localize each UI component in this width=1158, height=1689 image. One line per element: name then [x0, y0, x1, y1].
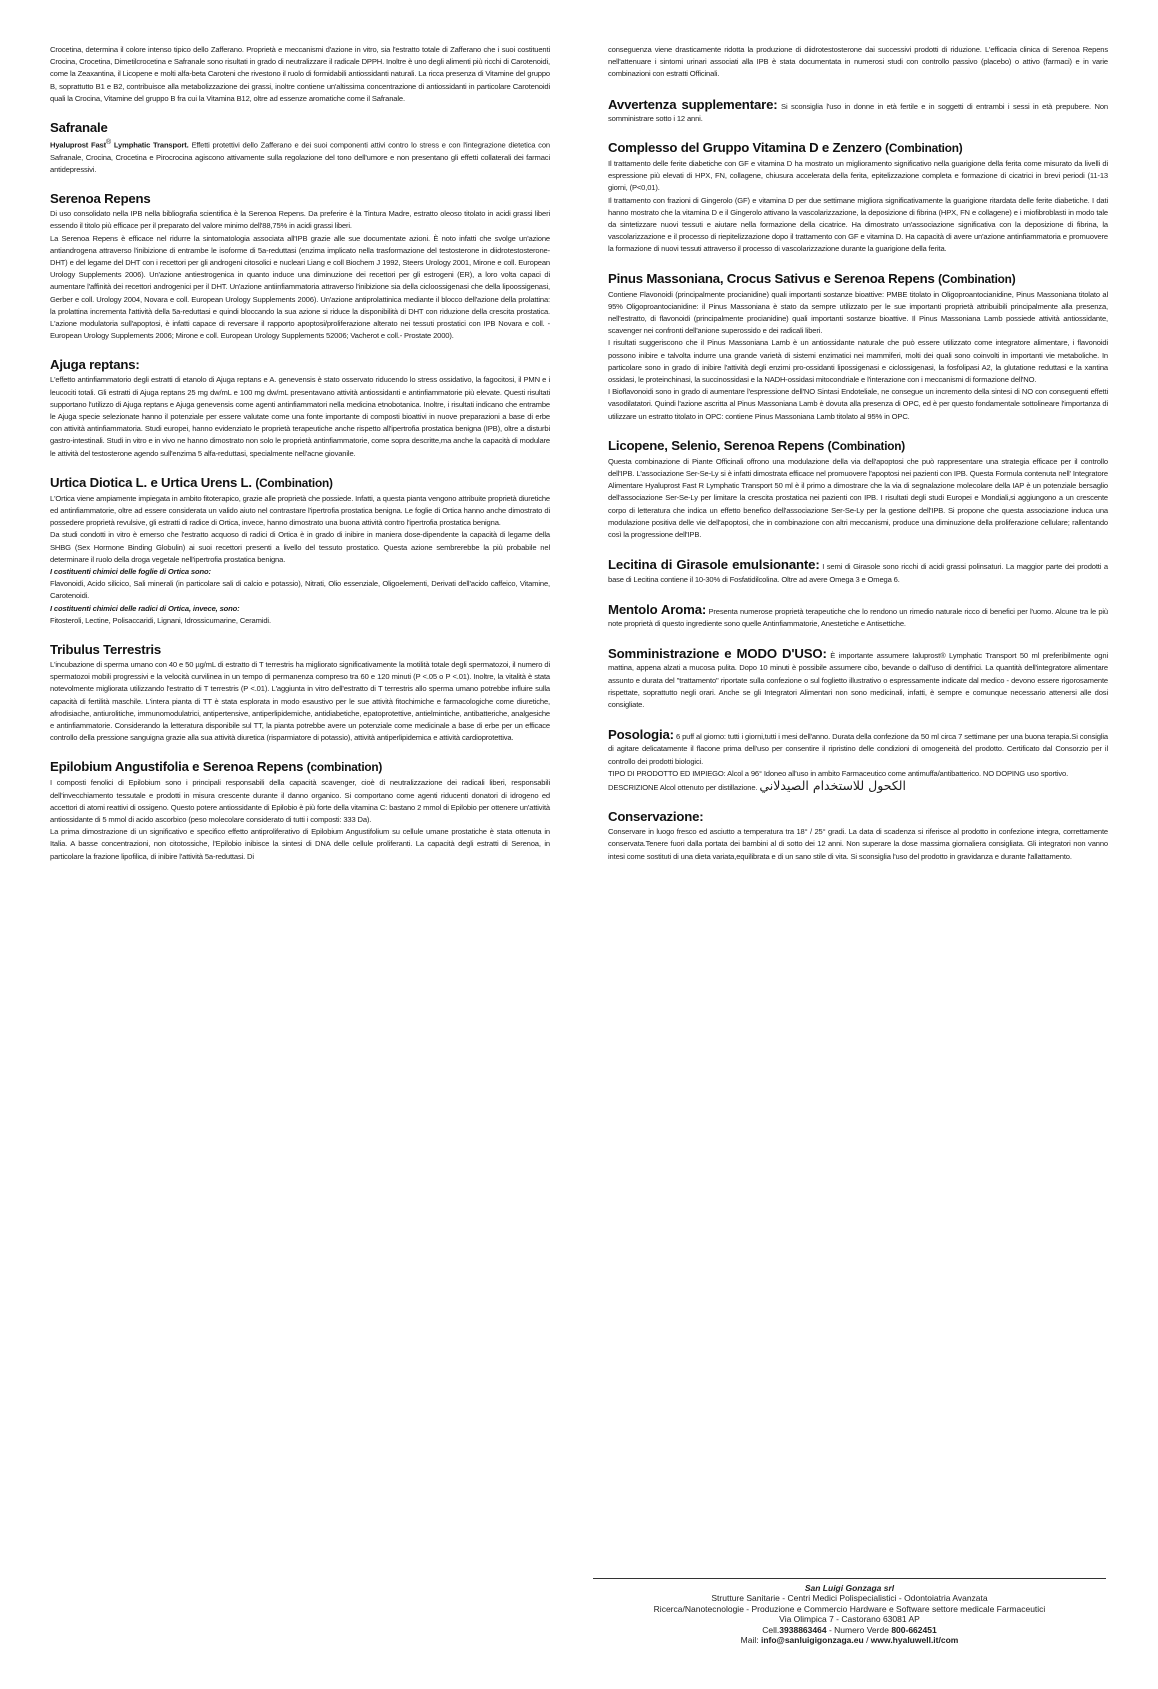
separator: /	[863, 1635, 871, 1646]
intro-paragraph: conseguenza viene drasticamente ridotta la produzione di diidrotestosterone dai successivi prodotti di riduzione. L'efficacia clinica di Serenoa Repens nell'attenuare i sintomi urinari associati alla IPB è stata documentata in numerosi studi con controllo passivo (placebo) o attivo (farmaci) e in varie combinazioni con estratti Officinali.	[608, 45, 1108, 79]
product-name: Hyaluprost Fast	[50, 140, 106, 150]
left-column	[50, 44, 550, 1684]
paragraph: Il trattamento con frazioni di Gingerolo (GF) e vitamina D per due settimane migliora significativamente la guarigione ritardata delle ferite diabetiche. I dati hanno mostrato che la vitamina D e il Gingerolo attivano la vascolarizzazione, la deposizione di fibrina (HPX, FN e collagene) e i miofibroblasti in modo tale da sintetizzare nuovi tessuti e aiutare nella formazione della cicatrice. Ha dimostrato un'associazione significativa con la deposizione di fibrina, la vascolarizzazione e il processo di riepitelizzazione dopo il trattamento con GF e vitamina D. Ha capacità di avere un'azione antinfiammatoria e promuovere la formazione di nuovi tessuti attraverso il processo di vascolarizzazione durante la guarigione della ferita.	[608, 195, 1108, 254]
toll-free-number: 800-662451	[891, 1624, 937, 1635]
leaves-constituents-label: I costituenti chimici delle foglie di Ortica sono:	[50, 567, 211, 577]
section-licopene	[608, 437, 1108, 541]
section-title: Tribulus Terrestris	[50, 642, 162, 658]
section-body: Effetti protettivi dello Zafferano e dei suoi componenti attivi contro lo stress e con l'integrazione dietetica con Safranale, Crocina, Crocetina e Pirocrocina agiscono attivamente sulla regolazione del tono dell'umore e non presentano gli effetti collaterali dei farmaci antidepressivi.	[50, 140, 550, 174]
paragraph: L'Ortica viene ampiamente impiegata in ambito fitoterapico, grazie alle proprietà che possiede. Infatti, a questa pianta vengono attribuite proprietà diuretiche ed antinfiammatorie, oltre ad essere considerata un valido aiuto nel contrastare l'ipertrofia prostatica benigna. Le foglie di Ortica hanno anche dimostrato di possedere proprietà revulsive, gli estratti di radice di Ortica, invece, hanno dimostrato una buona attività contro l'ipertrofia prostatica benigna.	[50, 493, 550, 528]
section-pinus	[608, 270, 1108, 423]
paragraph	[608, 601, 1109, 630]
section-title: Ajuga reptans:	[50, 357, 140, 373]
paragraph: Il trattamento delle ferite diabetiche con GF e vitamina D ha mostrato un miglioramento significativo nella guarigione della ferita come misurato da livelli di espressione più elevati di HPX, FN, collagene, chiusura accelerata della ferita, epitelizzazione completa e formazione di cicatrici in brevi periodi (11-13 giorni, (P<0,01).	[608, 159, 1108, 193]
section-title	[608, 437, 1108, 455]
section-title	[608, 270, 1108, 288]
section-ajuga	[50, 356, 550, 459]
section-mentolo	[608, 601, 1109, 630]
section-tribulus	[50, 641, 550, 744]
intro-paragraph: Crocetina, determina il colore intenso tipico dello Zafferano. Proprietà e meccanismi d'azione in vitro, sia l'estratto totale di Zafferano che i suoi costituenti Crocina, Crocetina, Dimetilcrocetina e Safranale sono risultati in grado di neutralizzare il radicale DPPH. Inoltre è uno degli alimenti più ricchi di Carotenoidi, come la Zeaxantina, il Licopene e molti alfa-beta Caroteni che rivestono il ruolo di formidabili antiossidanti naturali. La ricca presenza di Vitamine del gruppo B, soprattutto B1 e B2, contribuisce alla metabolizzazione dei grassi, inoltre contiene un'altissima concentrazione di antiossidanti in particolare Carotenoidi quali la Crocina, Vitamine del gruppo B fra cui la Vitamina B12, oltre ad essenze aromatiche come il Safranale.	[50, 45, 550, 103]
paragraph	[608, 648, 1108, 711]
footer-address: Via Olimpica 7 - Castorano 63081 AP	[779, 1614, 920, 1625]
product-name-suffix: Lymphatic Transport.	[111, 140, 189, 150]
section-title	[50, 758, 550, 776]
registered-mark: ®	[106, 139, 112, 147]
section-body: 6 puff al giorno: tutti i giorni,tutti i mesi dell'anno. Durata della confezione da 50 ml circa 7 settimane per una buona terapia.Si consiglia di agitare delicatamente il flacone prima dell'uso per consentire il ripristino delle condizioni di omogeneità del prodotto. Certificato dal Consorzio per il controllo dei prodotti biologici.	[608, 732, 1108, 766]
paragraph: L'effetto antinfiammatorio degli estratti di etanolo di Ajuga reptans e A. genevensis è stato osservato riducendo lo stress ossidativo, la fagocitosi, il PMN e i leucociti totali. Gli estratti di Ajuga reptans 25 mg dw/mL e 100 mg dw/mL presentavano attività antiossidanti e antinfiammatorie più elevate. Questi risultati supportano l'utilizzo di Ajuga reptans e Ajuga genevensis come agenti antinfiammatori nella medicina etnobotanica. Inoltre, i risultati indicano che entrambe le Ajuga specie selezionate hanno il potenziale per essere valutate come una fonte importante di composti bioattivi in nuove preparazioni a base di erbe con attività antinfiammatoria. Studi europei, hanno evidenziato le proprietà terapeutiche anche rispetto all'ipertrofia prostatica benigna (IPB), oltre a disturbi gastro-intestinali. Studi in vitro e in vivo ne hanno dimostrato non solo le proprietà antinfiammatorie, come sopra descritte,ma anche la capacità di modulare le attività del testosterone agendo sull'enzima 5 alfa-reduttasi, specialmente nell'acne giovanile.	[50, 375, 550, 458]
roots-constituents: Fitosteroli, Lectine, Polisaccaridi, Lignani, Idrossicumarine, Ceramidi.	[50, 615, 271, 625]
section-serenoa	[50, 190, 550, 342]
section-posologia	[608, 729, 1108, 794]
paragraph: L'incubazione di sperma umano con 40 e 50 µg/mL di estratto di T terrestris ha migliorato significativamente la motilità totale degli spermatozoi, il numero di spermatozoi mobili progressivi e la velocità curvilinea in un tempo di permanenza compreso tra 60 e 120 minuti (P <.05 o P <.01). Inoltre, la vitalità è stata notevolmente migliorata utilizzando l'estratto di T terrestris (P <.01). L'aggiunta in vitro dell'estratto di T terrestris allo sperma umano potrebbe influire sulla capacità di fertilità maschile. L'intera pianta di TT è stata esplorata in modo esaustivo per le sue attività fitochimiche e farmacologiche come diuretiche, afrodisiache, antiurolitiche, immunomodulatrici, antipertensive, antiperlipidemiche, antidiabetiche, epatoprotettive, antielmintiche, antibatteriche, analgesiche e antinfiammatorie. Considerando la letteratura disponibile sul TT, la pianta potrebbe avere un potenziale come medicinale a base di erbe per un efficace controllo della pressione sanguigna grazie alla sua attività diuretica (risparmiatore di potassio), attività antiperlipidemica e attività cardioprotettiva.	[50, 660, 550, 743]
section-safranale	[50, 119, 550, 176]
title-text: Urtica Diotica L. e Urtica Urens L.	[50, 474, 252, 490]
combination-tag: (Combination)	[885, 141, 963, 156]
company-footer	[593, 1578, 1106, 1645]
cell-number: 3938863464	[779, 1624, 827, 1635]
section-title	[608, 139, 1108, 157]
title-text: Licopene, Selenio, Serenoa Repens	[608, 437, 825, 453]
description-text: DESCRIZIONE Alcol ottenuto per distillazione.	[608, 782, 758, 792]
email-link[interactable]: info@sanluigigonzaga.eu	[760, 1635, 864, 1646]
paragraph: Di uso consolidato nella IPB nella bibliografia scientifica è la Serenoa Repens. Da preferire è la Tintura Madre, estratto oleoso titolato in acidi grassi liberi essendo il titolo più efficace per il preparato del valore minimo dell'88,75% in acidi grassi liberi.	[50, 209, 550, 231]
section-epilobium	[50, 758, 550, 862]
section-title: Mentolo Aroma:	[608, 601, 707, 617]
roots-constituents-label: I costituenti chimici delle radici di Ortica, invece, sono:	[50, 603, 240, 613]
footer-mail	[593, 1635, 1106, 1645]
mail-label: Mail:	[740, 1635, 761, 1646]
section-lecitina	[608, 559, 1108, 585]
arabic-description: الكحول للاستخدام الصيدلاني	[759, 777, 906, 793]
section-title: Somministrazione e MODO D'USO:	[608, 646, 827, 662]
section-body: Si sconsiglia l'uso in donne in età fertile e in soggetti di entrambi i sessi in età prepubere. Non somministrare sotto i 12 anni.	[608, 101, 1108, 123]
section-body: È importante assumere Ialuprost® Lymphatic Transport 50 ml preferibilmente ogni mattina, appena alzati a mucosa pulita. Dopo 10 minuti è possibile assumere cibo, bevande o dall'uso di dentifrici. La quantità dell'integratore alimentare assunto e durata del "trattamento" riportate sulla confezione o sul foglietto illustrativo o espressamente indicate dal medico - devono essere rigorosamente rispettate, soprattutto negli orari. Anche se gli Integratori Alimentari non sono medicinali, infatti, è sempre e comunque necessario attenersi alle dosi consigliate.	[608, 651, 1108, 709]
title-text: Epilobium Angustifolia e Serenoa Repens	[50, 759, 304, 775]
section-conservazione	[608, 808, 1108, 863]
paragraph: I risultati suggeriscono che il Pinus Massoniana Lamb è un antiossidante naturale che può essere utilizzato come integratore alimentare, i flavonoidi possono inibire e talvolta indurre una grande varietà di sistemi enzimatici nei mammiferi, molti dei quali sono coinvolti in importanti vie metaboliche. In particolare sono in grado di inibire l'attività degli enzimi pro-ossidanti lipossigenasi e ciclossigenasi, la fosfolipasi A2, la glutatione reduttasi e la xantina ossidasi, le proteinchinasi, la succinossidasi e la NADH-ossidasi mitocondriale e l'interazione con i meccanismi di formazione dell'NO.	[608, 338, 1108, 385]
section-title: Serenoa Repens	[50, 191, 151, 207]
toll-free-label: - Numero Verde	[826, 1624, 892, 1635]
paragraph: I composti fenolici di Epilobium sono i principali responsabili della capacità scavenger, cioè di neutralizzazione dei radicali liberi, responsabili dell'invecchiamento tessutale e prodotti in misura crescente durante il danno organico. Si comportano come agenti riducenti donatori di idrogeno ed accettori di atomi reattivi di ossigeno. Questo potere antiossidante di Epilobio è più forte della vitamina C: bastano 2 mmol di Epilobio per ottenere un'attività antiossidante di 5 mmol di acido ascorbico (peso molecolare considerato di tutti i composti: 333 Da).	[50, 778, 550, 825]
title-text: Complesso del Gruppo Vitamina D e Zenzero	[608, 140, 882, 156]
cell-label: Cell.	[762, 1624, 780, 1635]
paragraph	[608, 729, 1108, 768]
description	[608, 777, 1108, 794]
section-urtica	[50, 474, 550, 627]
combination-tag: (Combination)	[938, 271, 1016, 286]
product-type: TIPO DI PRODOTTO ED IMPIEGO: Alcol a 96° Idoneo all'uso in ambito Farmaceutico come antimuffa/antibatterico. NO DOPING uso sportivo.	[608, 768, 1069, 778]
combination-tag: (combination)	[306, 760, 383, 775]
section-title	[50, 474, 550, 492]
section-title: Posologia:	[608, 727, 674, 743]
paragraph: Contiene Flavonoidi (principalmente procianidine) quali importanti sostanze bioattive: PMBE titolato in Oligoproantocianidine, Pinus Massoniana titolato al 95% Oligoproantocianidine: il Pinus Massoniana è stato da sempre utilizzato per le sue importanti proprietà attribuibili principalmente alla presenza, nell'estratto, di flavonoidi (principalmente procianidine) quali importanti sostanze bioattive. Il Pinus Massoniana Lamb possiede attività antiossidante, scavenger nei confronti dell'anione superossido e dei radicali liberi.	[608, 289, 1108, 336]
paragraph: I Bioflavonoidi sono in grado di aumentare l'espressione dell'NO Sintasi Endoteliale, ne consegue un incremento della sintesi di NO con conseguenti effetti vasodilatatori. Quindi l'azione ascritta al Pinus Massoniana Lamb è dovuta alla presenza di OPC, ed è per questo fondamentale sottolineare l'importanza di utilizzare un estratto titolato in OPC: contiene Pinus Massoniana Lamb titolato al 95% in OPC.	[608, 387, 1108, 421]
footer-line: Strutture Sanitarie - Centri Medici Polispecialistici - Odontoiatria Avanzata	[711, 1593, 988, 1604]
paragraph: Conservare in luogo fresco ed asciutto a temperatura tra 18° / 25° gradi. La data di scadenza si riferisce al prodotto in confezione integra, correttamente conservata.Tenere fuori dalla portata dei bambini al di sotto dei 12 anni. Non superare la dose massima giornaliera consigliata. Gli integratori non vanno intesi come sostituti di una dieta variata,equilibrata e di un sano stile di vita. Si sconsiglia l'uso del prodotto in gravidanza e durante l'allattamento.	[608, 827, 1108, 861]
paragraph	[608, 559, 1108, 585]
website-link[interactable]: www.hyaluwell.it/com	[870, 1635, 959, 1646]
section-somministrazione	[608, 648, 1108, 711]
company-name: San Luigi Gonzaga srl	[804, 1583, 895, 1593]
combination-tag: (Combination)	[255, 475, 333, 490]
footer-line: Ricerca/Nanotecnologie - Produzione e Commercio Hardware e Software settore medicale Farmaceutici	[653, 1603, 1046, 1614]
paragraph: Questa combinazione di Piante Officinali offrono una modulazione della via dell'apoptosi che può rappresentare una strategia efficace per il controllo dell'IPB. L'associazione Ser-Se-Ly si è infatti dimostrata efficace nel promuovere l'apoptosi nei pazienti con IPB. Questa Formula contenuta nell' Integratore Alimentare Hyaluprost Fast R Lymphatic Transport 50 ml è il primo a dimostrare che la via di segnalazione molecolare della IAP è un potenziale bersaglio dell'associazione Ser-Se-Ly per limitare la crescita prostatica nei pazienti con IPB. I risultati degli studi Europei e Mondiali,si aggiungono a un crescente corpo di letteratura che indica un effetto benefico dell'associazione Ser-Se-Ly per la gestione dell'IPB. Si propone che questa associazione induca una modulazione positiva delle vie dell'apoptosi, che in combinazione con altri meccanismi, produce una diminuzione della proliferazione cellulare; rallentando così la progressione dell'IPB.	[608, 456, 1108, 540]
leaves-constituents: Flavonoidi, Acido silicico, Sali minerali (in particolare sali di calcio e potassio), Nitrati, Olio essenziale, Oligoelementi, Derivati dell'acido caffeico, Vitamine, Carotenoidi.	[50, 579, 550, 601]
combination-tag: (Combination)	[827, 438, 906, 453]
paragraph: Da studi condotti in vitro è emerso che l'estratto acquoso di radici di Ortica è in grado di inibire in maniera dose-dipendente la capacità di legame della SHBG (Sex Hormone Binding Globulin) ai suoi recettori presenti a livello del tessuto prostatico. Questa azione sembrerebbe la più probabile nel determinare il ruolo della droga vegetale nell'ipertrofia prostatica benigna.	[50, 530, 550, 564]
section-title: Conservazione:	[608, 809, 704, 825]
section-text	[50, 137, 550, 176]
paragraph	[608, 96, 1108, 125]
footer-contacts	[593, 1625, 1106, 1635]
right-column	[608, 44, 1108, 1684]
section-avvertenza	[608, 96, 1108, 125]
section-title: Avvertenza supplementare:	[608, 96, 778, 112]
section-body: I semi di Girasole sono ricchi di acidi grassi polinsaturi. La maggior parte dei prodotti a base di Lecitina contiene il 10-30% di Fosfatidilcolina. Oltre ad avere Omega 3 e Omega 6.	[608, 562, 1108, 584]
paragraph: La prima dimostrazione di un significativo e specifico effetto antiproliferativo di Epilobium Angustifolium su cellule umane prostatiche è stata ottenuta in Italia. A basse concentrazioni, non citotossiche, l'Epilobio inibisce la sintesi di DNA delle cellule proliferanti. La capacità degli estratti di Serenoa, in particolare la frazione lipofilica, di inibire l'attività 5a-reduttasi. Di	[50, 827, 550, 861]
title-text: Pinus Massoniana, Crocus Sativus e Serenoa Repens	[608, 270, 935, 286]
section-title: Safranale	[50, 120, 108, 136]
section-vitamin-d	[608, 139, 1108, 256]
section-body: Presenta numerose proprietà terapeutiche che lo rendono un rimedio naturale ricco di benefici per l'uomo. Alcune tra le più note proprietà di questo ingrediente sono quelle Antinfiammatorie, Anestetiche e Antisettiche.	[608, 606, 1109, 628]
section-title: Lecitina di Girasole emulsionante:	[608, 557, 820, 573]
leaflet-page	[50, 44, 1108, 1684]
paragraph: La Serenoa Repens è efficace nel ridurre la sintomatologia associata all'IPB grazie alle sue documentate azioni. È noto infatti che svolge un'azione antiandrogena attraverso l'inibizione di entrambe le isoforme di 5a-reduttasi (enzima implicato nella trasformazione del testosterone in diidrotestosterone-DHT) e del legame del DHT con i recettori per gli androgeni citosolici e nucleari Liang e coll Biochem J 1992, Steers Urology 2001, Mirone e coll. European Urology Supplements 2006). Un'azione antiestrogenica in quanto induce una diminuzione dei recettori per gli estrogeni (ER), a loro volta capaci di aumentare l'affinità dei recettori androgenici per il DHT. Un'azione antiinfiammatoria attraverso l'inibizione sia della cicloossigenasi che della lipoossigenasi, Gerber e coll. Urology 2004, Novara e coll. European Urology Supplements 2006). Un'azione antiprolattinica mediante il blocco dell'azione della prolattina: la prolattina incrementa l'attività della 5a-reduttasi e quindi bloccando la sua azione si riduce la disponibilità di DHT con riduzione della crescita prostatica. L'azione modulatoria sull'apoptosi, è infatti capace di reversare il rapporto apoptosi/proliferazione alterato nei tessuti prostatici con IPB Novara e coll. -European Urology Supplements 2006; Mirone e coll. European Urology Supplements 52006; Vacherot e coll.- Prostate 2000).	[50, 233, 550, 341]
